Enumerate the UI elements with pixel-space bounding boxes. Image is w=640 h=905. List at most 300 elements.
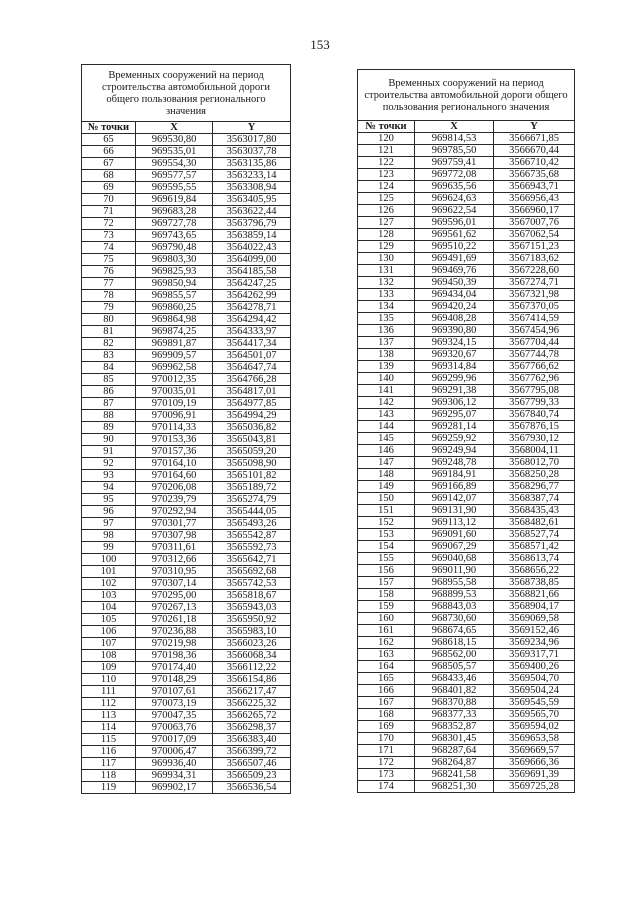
y-coordinate-cell: 3569234,96 [494,637,575,649]
point-number-cell: 87 [82,398,136,410]
table-row [82,422,291,434]
table-row [358,769,575,781]
point-number-cell: 127 [358,217,415,229]
y-coordinate-cell: 3566960,17 [494,205,575,217]
x-coordinate-cell: 970174,40 [136,662,213,674]
x-coordinate-cell: 970198,36 [136,650,213,662]
y-coordinate-cell: 3565818,67 [213,590,291,602]
x-coordinate-cell: 969743,65 [136,230,213,242]
table-row [358,493,575,505]
table-row [82,770,291,782]
x-coordinate-cell: 970239,79 [136,494,213,506]
table-row [358,349,575,361]
table-row [82,638,291,650]
x-coordinate-cell: 969142,07 [415,493,494,505]
y-coordinate-cell: 3567321,98 [494,289,575,301]
table-row [82,578,291,590]
point-number-cell: 140 [358,373,415,385]
x-coordinate-cell: 970312,66 [136,554,213,566]
x-coordinate-cell: 969624,63 [415,193,494,205]
x-coordinate-cell: 969936,40 [136,758,213,770]
x-coordinate-cell: 969855,57 [136,290,213,302]
x-coordinate-cell: 969491,69 [415,253,494,265]
y-coordinate-cell: 3566507,46 [213,758,291,770]
y-coordinate-cell: 3569653,58 [494,733,575,745]
table-row [358,649,575,661]
point-number-cell: 84 [82,362,136,374]
y-coordinate-cell: 3566383,40 [213,734,291,746]
y-coordinate-cell: 3565189,72 [213,482,291,494]
y-coordinate-cell: 3567062,54 [494,229,575,241]
point-number-cell: 160 [358,613,415,625]
y-coordinate-cell: 3564977,85 [213,398,291,410]
x-coordinate-cell: 970006,47 [136,746,213,758]
x-coordinate-cell: 968674,65 [415,625,494,637]
table-row [358,445,575,457]
table-row [82,650,291,662]
x-coordinate-cell: 970295,00 [136,590,213,602]
point-number-cell: 162 [358,637,415,649]
x-coordinate-cell: 969295,07 [415,409,494,421]
x-coordinate-cell: 969530,80 [136,134,213,146]
table-row [82,758,291,770]
table-row [82,278,291,290]
y-coordinate-cell: 3563017,80 [213,134,291,146]
y-coordinate-cell: 3569317,71 [494,649,575,661]
point-number-cell: 154 [358,541,415,553]
point-number-cell: 135 [358,313,415,325]
point-number-cell: 110 [82,674,136,686]
x-coordinate-cell: 969166,89 [415,481,494,493]
table-row [82,362,291,374]
y-coordinate-cell: 3569504,70 [494,673,575,685]
y-coordinate-cell: 3568571,42 [494,541,575,553]
table-row [82,146,291,158]
table-row [358,721,575,733]
y-coordinate-cell: 3569400,26 [494,661,575,673]
y-coordinate-cell: 3567744,78 [494,349,575,361]
x-coordinate-cell: 970206,08 [136,482,213,494]
table-row [82,518,291,530]
table-row [82,458,291,470]
table-row [358,637,575,649]
point-number-cell: 96 [82,506,136,518]
point-number-cell: 95 [82,494,136,506]
point-number-cell: 122 [358,157,415,169]
x-coordinate-cell: 969635,56 [415,181,494,193]
x-coordinate-cell: 970012,35 [136,374,213,386]
point-number-cell: 79 [82,302,136,314]
x-coordinate-cell: 968401,82 [415,685,494,697]
point-number-cell: 115 [82,734,136,746]
x-coordinate-cell: 970301,77 [136,518,213,530]
table-caption: Временных сооружений на период строительства автомобильной дороги общего пользования регионального значения [358,70,575,121]
table-row [82,542,291,554]
point-number-cell: 94 [82,482,136,494]
x-coordinate-cell: 969850,94 [136,278,213,290]
table-row [358,541,575,553]
y-coordinate-cell: 3567228,60 [494,265,575,277]
x-coordinate-cell: 969420,24 [415,301,494,313]
table-row [82,266,291,278]
x-coordinate-cell: 970236,88 [136,626,213,638]
x-coordinate-cell: 969772,08 [415,169,494,181]
y-coordinate-cell: 3568250,28 [494,469,575,481]
y-coordinate-cell: 3567454,96 [494,325,575,337]
x-coordinate-cell: 970219,98 [136,638,213,650]
table-row [358,613,575,625]
table-row [358,217,575,229]
point-number-cell: 171 [358,745,415,757]
table-row [82,386,291,398]
table-row [358,625,575,637]
y-coordinate-cell: 3569594,02 [494,721,575,733]
x-coordinate-cell: 970164,60 [136,470,213,482]
point-number-cell: 128 [358,229,415,241]
y-coordinate-cell: 3565692,68 [213,566,291,578]
y-coordinate-cell: 3566735,68 [494,169,575,181]
x-coordinate-cell: 969909,57 [136,350,213,362]
y-coordinate-cell: 3564278,71 [213,302,291,314]
point-number-cell: 92 [82,458,136,470]
x-coordinate-cell: 969759,41 [415,157,494,169]
point-number-cell: 170 [358,733,415,745]
x-coordinate-cell: 968562,00 [415,649,494,661]
y-coordinate-cell: 3566956,43 [494,193,575,205]
y-coordinate-cell: 3567274,71 [494,277,575,289]
table-row [358,385,575,397]
y-coordinate-cell: 3569669,57 [494,745,575,757]
table-row [358,697,575,709]
y-coordinate-cell: 3565542,87 [213,530,291,542]
table-row [82,662,291,674]
y-coordinate-cell: 3567840,74 [494,409,575,421]
point-number-cell: 91 [82,446,136,458]
point-number-cell: 86 [82,386,136,398]
x-coordinate-cell: 970307,98 [136,530,213,542]
point-number-cell: 164 [358,661,415,673]
table-row [82,506,291,518]
point-number-cell: 148 [358,469,415,481]
table-row [358,229,575,241]
table-row [82,482,291,494]
y-coordinate-cell: 3564417,34 [213,338,291,350]
y-coordinate-cell: 3564262,99 [213,290,291,302]
table-row [358,361,575,373]
table-row [82,290,291,302]
table-row [82,530,291,542]
y-coordinate-cell: 3569152,46 [494,625,575,637]
x-coordinate-cell: 969535,01 [136,146,213,158]
point-number-cell: 137 [358,337,415,349]
table-row [82,746,291,758]
coordinates-table-left [81,64,291,794]
point-number-cell: 125 [358,193,415,205]
point-number-cell: 129 [358,241,415,253]
point-number-cell: 150 [358,493,415,505]
point-number-cell: 105 [82,614,136,626]
y-coordinate-cell: 3565943,03 [213,602,291,614]
column-header-point-number: № точки [358,121,415,133]
y-coordinate-cell: 3566068,34 [213,650,291,662]
point-number-cell: 73 [82,230,136,242]
point-number-cell: 120 [358,133,415,145]
point-number-cell: 169 [358,721,415,733]
table-row [82,350,291,362]
x-coordinate-cell: 969554,30 [136,158,213,170]
point-number-cell: 130 [358,253,415,265]
y-coordinate-cell: 3564501,07 [213,350,291,362]
table-row [82,218,291,230]
table-row [358,517,575,529]
table-row [358,397,575,409]
y-coordinate-cell: 3568482,61 [494,517,575,529]
point-number-cell: 98 [82,530,136,542]
point-number-cell: 124 [358,181,415,193]
table-row [82,254,291,266]
table-row [82,470,291,482]
y-coordinate-cell: 3564185,58 [213,266,291,278]
y-coordinate-cell: 3569545,59 [494,697,575,709]
point-number-cell: 75 [82,254,136,266]
point-number-cell: 114 [82,722,136,734]
y-coordinate-cell: 3566112,22 [213,662,291,674]
y-coordinate-cell: 3564099,00 [213,254,291,266]
table-row [358,469,575,481]
point-number-cell: 83 [82,350,136,362]
x-coordinate-cell: 969324,15 [415,337,494,349]
point-number-cell: 100 [82,554,136,566]
x-coordinate-cell: 969902,17 [136,782,213,794]
x-coordinate-cell: 968433,46 [415,673,494,685]
point-number-cell: 112 [82,698,136,710]
y-coordinate-cell: 3568656,22 [494,565,575,577]
y-coordinate-cell: 3564647,74 [213,362,291,374]
y-coordinate-cell: 3567762,96 [494,373,575,385]
point-number-cell: 99 [82,542,136,554]
x-coordinate-cell: 969825,93 [136,266,213,278]
table-row [82,686,291,698]
table-row [82,398,291,410]
x-coordinate-cell: 969814,53 [415,133,494,145]
x-coordinate-cell: 969248,78 [415,457,494,469]
y-coordinate-cell: 3569565,70 [494,709,575,721]
y-coordinate-cell: 3568296,77 [494,481,575,493]
point-number-cell: 152 [358,517,415,529]
x-coordinate-cell: 970109,19 [136,398,213,410]
y-coordinate-cell: 3567766,62 [494,361,575,373]
point-number-cell: 168 [358,709,415,721]
point-number-cell: 132 [358,277,415,289]
point-number-cell: 158 [358,589,415,601]
y-coordinate-cell: 3566265,72 [213,710,291,722]
y-coordinate-cell: 3568435,43 [494,505,575,517]
point-number-cell: 143 [358,409,415,421]
point-number-cell: 104 [82,602,136,614]
point-number-cell: 118 [82,770,136,782]
y-coordinate-cell: 3568004,11 [494,445,575,457]
point-number-cell: 155 [358,553,415,565]
column-header-y: Y [213,122,291,134]
x-coordinate-cell: 969891,87 [136,338,213,350]
table-row [358,781,575,793]
table-row [358,673,575,685]
table-row [358,409,575,421]
table-row [82,698,291,710]
table-row [358,553,575,565]
table-row [358,577,575,589]
table-row [82,674,291,686]
x-coordinate-cell: 969314,84 [415,361,494,373]
y-coordinate-cell: 3564994,29 [213,410,291,422]
point-number-cell: 131 [358,265,415,277]
x-coordinate-cell: 969299,96 [415,373,494,385]
column-header-y: Y [494,121,575,133]
x-coordinate-cell: 970073,19 [136,698,213,710]
y-coordinate-cell: 3569691,39 [494,769,575,781]
x-coordinate-cell: 970114,33 [136,422,213,434]
table-row [82,734,291,746]
table-row [358,253,575,265]
x-coordinate-cell: 969184,91 [415,469,494,481]
x-coordinate-cell: 969011,90 [415,565,494,577]
y-coordinate-cell: 3563233,14 [213,170,291,182]
point-number-cell: 165 [358,673,415,685]
y-coordinate-cell: 3566671,85 [494,133,575,145]
x-coordinate-cell: 968352,87 [415,721,494,733]
y-coordinate-cell: 3567414,59 [494,313,575,325]
table-row [82,338,291,350]
x-coordinate-cell: 969727,78 [136,218,213,230]
y-coordinate-cell: 3566670,44 [494,145,575,157]
x-coordinate-cell: 969390,80 [415,325,494,337]
table-row [82,590,291,602]
table-row [358,205,575,217]
table-row [358,433,575,445]
point-number-cell: 123 [358,169,415,181]
x-coordinate-cell: 968505,57 [415,661,494,673]
y-coordinate-cell: 3567007,76 [494,217,575,229]
x-coordinate-cell: 968730,60 [415,613,494,625]
point-number-cell: 106 [82,626,136,638]
y-coordinate-cell: 3565493,26 [213,518,291,530]
table-row [358,133,575,145]
y-coordinate-cell: 3565098,90 [213,458,291,470]
y-coordinate-cell: 3568527,74 [494,529,575,541]
table-row [82,722,291,734]
point-number-cell: 163 [358,649,415,661]
point-number-cell: 103 [82,590,136,602]
x-coordinate-cell: 969450,39 [415,277,494,289]
x-coordinate-cell: 969259,92 [415,433,494,445]
y-coordinate-cell: 3566710,42 [494,157,575,169]
table-row [82,626,291,638]
point-number-cell: 102 [82,578,136,590]
y-coordinate-cell: 3567795,08 [494,385,575,397]
y-coordinate-cell: 3564333,97 [213,326,291,338]
x-coordinate-cell: 969561,62 [415,229,494,241]
y-coordinate-cell: 3563135,86 [213,158,291,170]
y-coordinate-cell: 3563405,95 [213,194,291,206]
x-coordinate-cell: 969622,54 [415,205,494,217]
x-coordinate-cell: 969291,38 [415,385,494,397]
point-number-cell: 108 [82,650,136,662]
point-number-cell: 119 [82,782,136,794]
point-number-cell: 151 [358,505,415,517]
point-number-cell: 126 [358,205,415,217]
y-coordinate-cell: 3566217,47 [213,686,291,698]
y-coordinate-cell: 3569504,24 [494,685,575,697]
point-number-cell: 167 [358,697,415,709]
point-number-cell: 173 [358,769,415,781]
x-coordinate-cell: 969510,22 [415,241,494,253]
table-row [82,782,291,794]
x-coordinate-cell: 970311,61 [136,542,213,554]
x-coordinate-cell: 970307,14 [136,578,213,590]
y-coordinate-cell: 3565444,05 [213,506,291,518]
x-coordinate-cell: 970035,01 [136,386,213,398]
y-coordinate-cell: 3565274,79 [213,494,291,506]
table-row [82,314,291,326]
point-number-cell: 113 [82,710,136,722]
x-coordinate-cell: 968251,30 [415,781,494,793]
x-coordinate-cell: 969434,04 [415,289,494,301]
point-number-cell: 139 [358,361,415,373]
x-coordinate-cell: 970063,76 [136,722,213,734]
x-coordinate-cell: 969091,60 [415,529,494,541]
point-number-cell: 133 [358,289,415,301]
table-row [358,337,575,349]
y-coordinate-cell: 3568012,70 [494,457,575,469]
table-row [358,145,575,157]
x-coordinate-cell: 969469,76 [415,265,494,277]
table-row [358,277,575,289]
point-number-cell: 141 [358,385,415,397]
table-row [82,494,291,506]
x-coordinate-cell: 970164,10 [136,458,213,470]
point-number-cell: 101 [82,566,136,578]
table-row [358,181,575,193]
x-coordinate-cell: 970157,36 [136,446,213,458]
x-coordinate-cell: 969962,58 [136,362,213,374]
table-row [358,757,575,769]
y-coordinate-cell: 3567799,33 [494,397,575,409]
point-number-cell: 149 [358,481,415,493]
y-coordinate-cell: 3566298,37 [213,722,291,734]
table-row [358,157,575,169]
point-number-cell: 159 [358,601,415,613]
point-number-cell: 93 [82,470,136,482]
x-coordinate-cell: 969860,25 [136,302,213,314]
x-coordinate-cell: 970107,61 [136,686,213,698]
y-coordinate-cell: 3564817,01 [213,386,291,398]
y-coordinate-cell: 3563037,78 [213,146,291,158]
x-coordinate-cell: 969683,28 [136,206,213,218]
table-row [358,709,575,721]
y-coordinate-cell: 3566154,86 [213,674,291,686]
x-coordinate-cell: 969306,12 [415,397,494,409]
coordinates-table-right [357,69,575,793]
table-row [358,193,575,205]
table-row [358,733,575,745]
y-coordinate-cell: 3565983,10 [213,626,291,638]
table-row [358,505,575,517]
table-row [82,206,291,218]
y-coordinate-cell: 3565742,53 [213,578,291,590]
table-row [358,601,575,613]
y-coordinate-cell: 3566225,32 [213,698,291,710]
point-number-cell: 174 [358,781,415,793]
